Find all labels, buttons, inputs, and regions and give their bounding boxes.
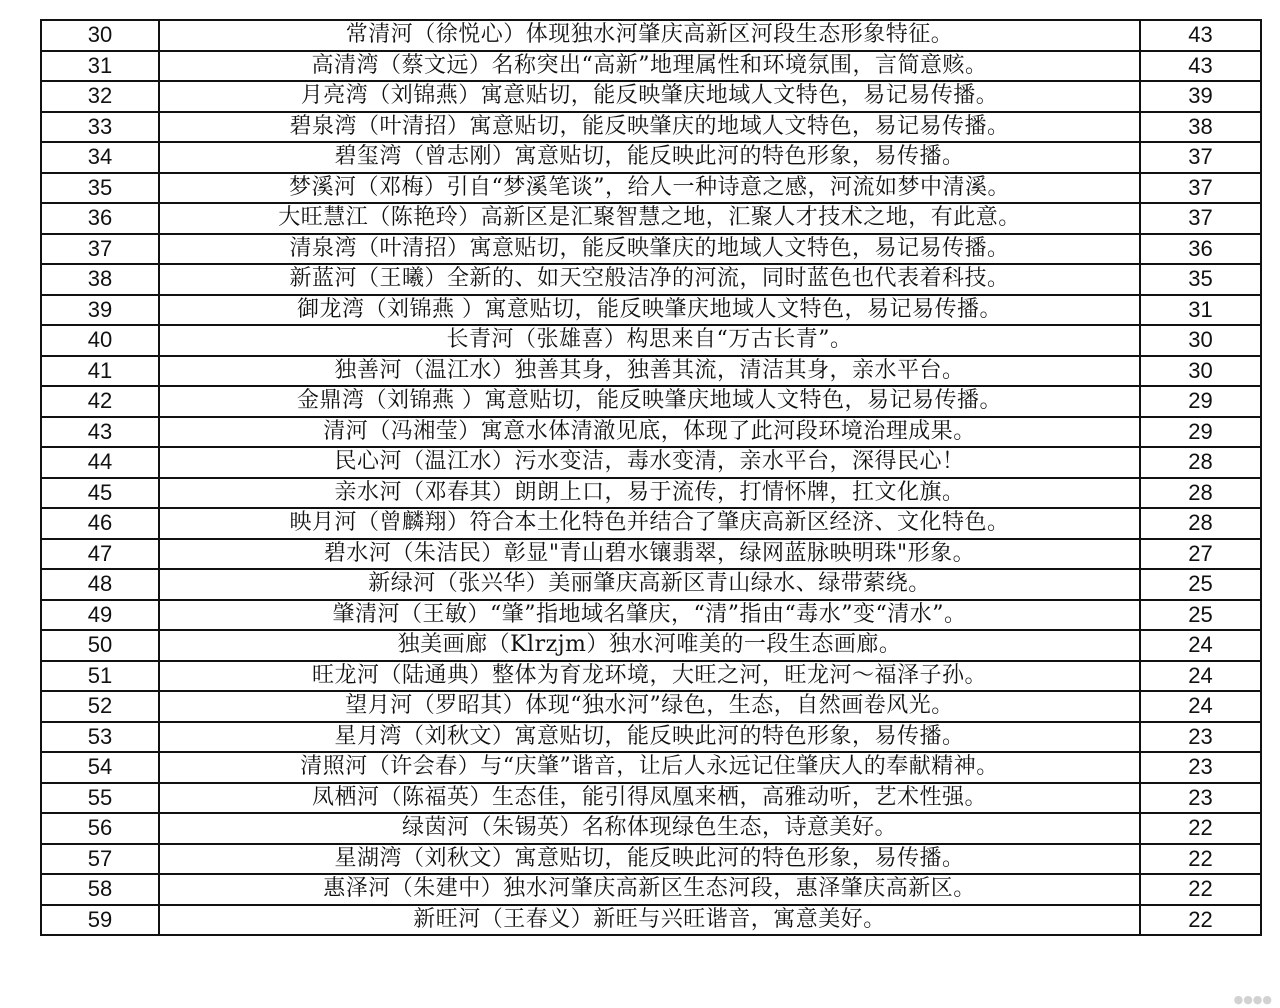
description-cell: 月亮湾（刘锦燕）寓意贴切，能反映肇庆地域人文特色，易记易传播。 xyxy=(159,81,1140,112)
description-cell: 映月河（曾麟翔）符合本土化特色并结合了肇庆高新区经济、文化特色。 xyxy=(159,508,1140,539)
row-number-cell: 44 xyxy=(41,447,159,478)
description-cell: 凤栖河（陈福英）生态佳，能引得凤凰来栖，高雅动听，艺术性强。 xyxy=(159,783,1140,814)
table-row xyxy=(41,600,1261,631)
description-cell: 清河（冯湘莹）寓意水体清澈见底，体现了此河段环境治理成果。 xyxy=(159,417,1140,448)
table-row xyxy=(41,142,1261,173)
table-row xyxy=(41,264,1261,295)
row-number-cell: 52 xyxy=(41,691,159,722)
table-row xyxy=(41,905,1261,936)
score-cell: 22 xyxy=(1140,844,1261,875)
row-number-cell: 51 xyxy=(41,661,159,692)
table-row xyxy=(41,417,1261,448)
score-cell: 23 xyxy=(1140,722,1261,753)
description-cell: 惠泽河（朱建中）独水河肇庆高新区生态河段，惠泽肇庆高新区。 xyxy=(159,874,1140,905)
table-row xyxy=(41,783,1261,814)
score-cell: 25 xyxy=(1140,569,1261,600)
row-number-cell: 42 xyxy=(41,386,159,417)
row-number-cell: 34 xyxy=(41,142,159,173)
score-cell: 31 xyxy=(1140,295,1261,326)
score-cell: 23 xyxy=(1140,783,1261,814)
row-number-cell: 50 xyxy=(41,630,159,661)
description-cell: 常清河（徐悦心）体现独水河肇庆高新区河段生态形象特征。 xyxy=(159,20,1140,51)
row-number-cell: 59 xyxy=(41,905,159,936)
table-row xyxy=(41,813,1261,844)
table-row xyxy=(41,386,1261,417)
row-number-cell: 35 xyxy=(41,173,159,204)
table-row xyxy=(41,356,1261,387)
table-row xyxy=(41,691,1261,722)
row-number-cell: 36 xyxy=(41,203,159,234)
name-ranking-table xyxy=(40,19,1262,936)
score-cell: 24 xyxy=(1140,661,1261,692)
score-cell: 25 xyxy=(1140,600,1261,631)
row-number-cell: 39 xyxy=(41,295,159,326)
table-row xyxy=(41,478,1261,509)
table-row xyxy=(41,630,1261,661)
description-cell: 高清湾（蔡文远）名称突出“高新”地理属性和环境氛围，言简意赅。 xyxy=(159,51,1140,82)
description-cell: 金鼎湾（刘锦燕 ）寓意贴切，能反映肇庆地域人文特色，易记易传播。 xyxy=(159,386,1140,417)
table-row xyxy=(41,203,1261,234)
score-cell: 28 xyxy=(1140,447,1261,478)
row-number-cell: 56 xyxy=(41,813,159,844)
description-cell: 新旺河（王春义）新旺与兴旺谐音，寓意美好。 xyxy=(159,905,1140,936)
row-number-cell: 53 xyxy=(41,722,159,753)
description-cell: 清照河（许会春）与“庆肇”谐音，让后人永远记住肇庆人的奉献精神。 xyxy=(159,752,1140,783)
table-row xyxy=(41,508,1261,539)
row-number-cell: 46 xyxy=(41,508,159,539)
score-cell: 38 xyxy=(1140,112,1261,143)
score-cell: 43 xyxy=(1140,20,1261,51)
score-cell: 22 xyxy=(1140,874,1261,905)
table-row xyxy=(41,722,1261,753)
description-cell: 长青河（张雄喜）构思来自“万古长青”。 xyxy=(159,325,1140,356)
row-number-cell: 38 xyxy=(41,264,159,295)
row-number-cell: 55 xyxy=(41,783,159,814)
table-row xyxy=(41,295,1261,326)
description-cell: 星湖湾（刘秋文）寓意贴切，能反映此河的特色形象，易传播。 xyxy=(159,844,1140,875)
description-cell: 碧水河（朱洁民）彰显"青山碧水镶翡翠，绿网蓝脉映明珠"形象。 xyxy=(159,539,1140,570)
row-number-cell: 54 xyxy=(41,752,159,783)
row-number-cell: 32 xyxy=(41,81,159,112)
description-cell: 梦溪河（邓梅）引自“梦溪笔谈”，给人一种诗意之感，河流如梦中清溪。 xyxy=(159,173,1140,204)
table-row xyxy=(41,874,1261,905)
table-row xyxy=(41,661,1261,692)
score-cell: 43 xyxy=(1140,51,1261,82)
row-number-cell: 47 xyxy=(41,539,159,570)
score-cell: 37 xyxy=(1140,173,1261,204)
description-cell: 新绿河（张兴华）美丽肇庆高新区青山绿水、绿带萦绕。 xyxy=(159,569,1140,600)
score-cell: 29 xyxy=(1140,386,1261,417)
row-number-cell: 33 xyxy=(41,112,159,143)
row-number-cell: 57 xyxy=(41,844,159,875)
score-cell: 23 xyxy=(1140,752,1261,783)
description-cell: 独美画廊（Klrzjm）独水河唯美的一段生态画廊。 xyxy=(159,630,1140,661)
description-cell: 绿茵河（朱锡英）名称体现绿色生态，诗意美好。 xyxy=(159,813,1140,844)
table-row xyxy=(41,51,1261,82)
score-cell: 22 xyxy=(1140,905,1261,936)
score-cell: 24 xyxy=(1140,691,1261,722)
table-row xyxy=(41,20,1261,51)
table-row xyxy=(41,569,1261,600)
score-cell: 27 xyxy=(1140,539,1261,570)
score-cell: 37 xyxy=(1140,142,1261,173)
table-row xyxy=(41,112,1261,143)
table-row xyxy=(41,752,1261,783)
description-cell: 肇清河（王敏）“肇”指地域名肇庆，“清”指由“毒水”变“清水”。 xyxy=(159,600,1140,631)
description-cell: 清泉湾（叶清招）寓意贴切，能反映肇庆的地域人文特色，易记易传播。 xyxy=(159,234,1140,265)
description-cell: 独善河（温江水）独善其身，独善其流，清洁其身，亲水平台。 xyxy=(159,356,1140,387)
description-cell: 碧泉湾（叶清招）寓意贴切，能反映肇庆的地域人文特色，易记易传播。 xyxy=(159,112,1140,143)
score-cell: 30 xyxy=(1140,325,1261,356)
table-row xyxy=(41,539,1261,570)
score-cell: 36 xyxy=(1140,234,1261,265)
score-cell: 37 xyxy=(1140,203,1261,234)
score-cell: 24 xyxy=(1140,630,1261,661)
row-number-cell: 40 xyxy=(41,325,159,356)
description-cell: 民心河（温江水）污水变洁，毒水变清，亲水平台，深得民心！ xyxy=(159,447,1140,478)
row-number-cell: 41 xyxy=(41,356,159,387)
score-cell: 29 xyxy=(1140,417,1261,448)
score-cell: 35 xyxy=(1140,264,1261,295)
description-cell: 大旺慧江（陈艳玲）高新区是汇聚智慧之地，汇聚人才技术之地，有此意。 xyxy=(159,203,1140,234)
description-cell: 亲水河（邓春其）朗朗上口，易于流传，打情怀牌，扛文化旗。 xyxy=(159,478,1140,509)
row-number-cell: 43 xyxy=(41,417,159,448)
row-number-cell: 49 xyxy=(41,600,159,631)
table-row xyxy=(41,447,1261,478)
table-row xyxy=(41,234,1261,265)
table-row xyxy=(41,844,1261,875)
table-body xyxy=(41,20,1261,935)
table-row xyxy=(41,325,1261,356)
row-number-cell: 37 xyxy=(41,234,159,265)
score-cell: 28 xyxy=(1140,508,1261,539)
score-cell: 30 xyxy=(1140,356,1261,387)
site-watermark: ●●●● xyxy=(1233,993,1272,1006)
score-cell: 22 xyxy=(1140,813,1261,844)
table-row xyxy=(41,173,1261,204)
row-number-cell: 30 xyxy=(41,20,159,51)
row-number-cell: 45 xyxy=(41,478,159,509)
description-cell: 新蓝河（王曦）全新的、如天空般洁净的河流，同时蓝色也代表着科技。 xyxy=(159,264,1140,295)
description-cell: 望月河（罗昭其）体现“独水河”绿色，生态，自然画卷风光。 xyxy=(159,691,1140,722)
score-cell: 39 xyxy=(1140,81,1261,112)
description-cell: 旺龙河（陆通典）整体为育龙环境，大旺之河，旺龙河～福泽子孙。 xyxy=(159,661,1140,692)
row-number-cell: 58 xyxy=(41,874,159,905)
description-cell: 御龙湾（刘锦燕 ）寓意贴切，能反映肇庆地域人文特色，易记易传播。 xyxy=(159,295,1140,326)
description-cell: 星月湾（刘秋文）寓意贴切，能反映此河的特色形象，易传播。 xyxy=(159,722,1140,753)
score-cell: 28 xyxy=(1140,478,1261,509)
row-number-cell: 48 xyxy=(41,569,159,600)
description-cell: 碧玺湾（曾志刚）寓意贴切，能反映此河的特色形象，易传播。 xyxy=(159,142,1140,173)
row-number-cell: 31 xyxy=(41,51,159,82)
table-row xyxy=(41,81,1261,112)
